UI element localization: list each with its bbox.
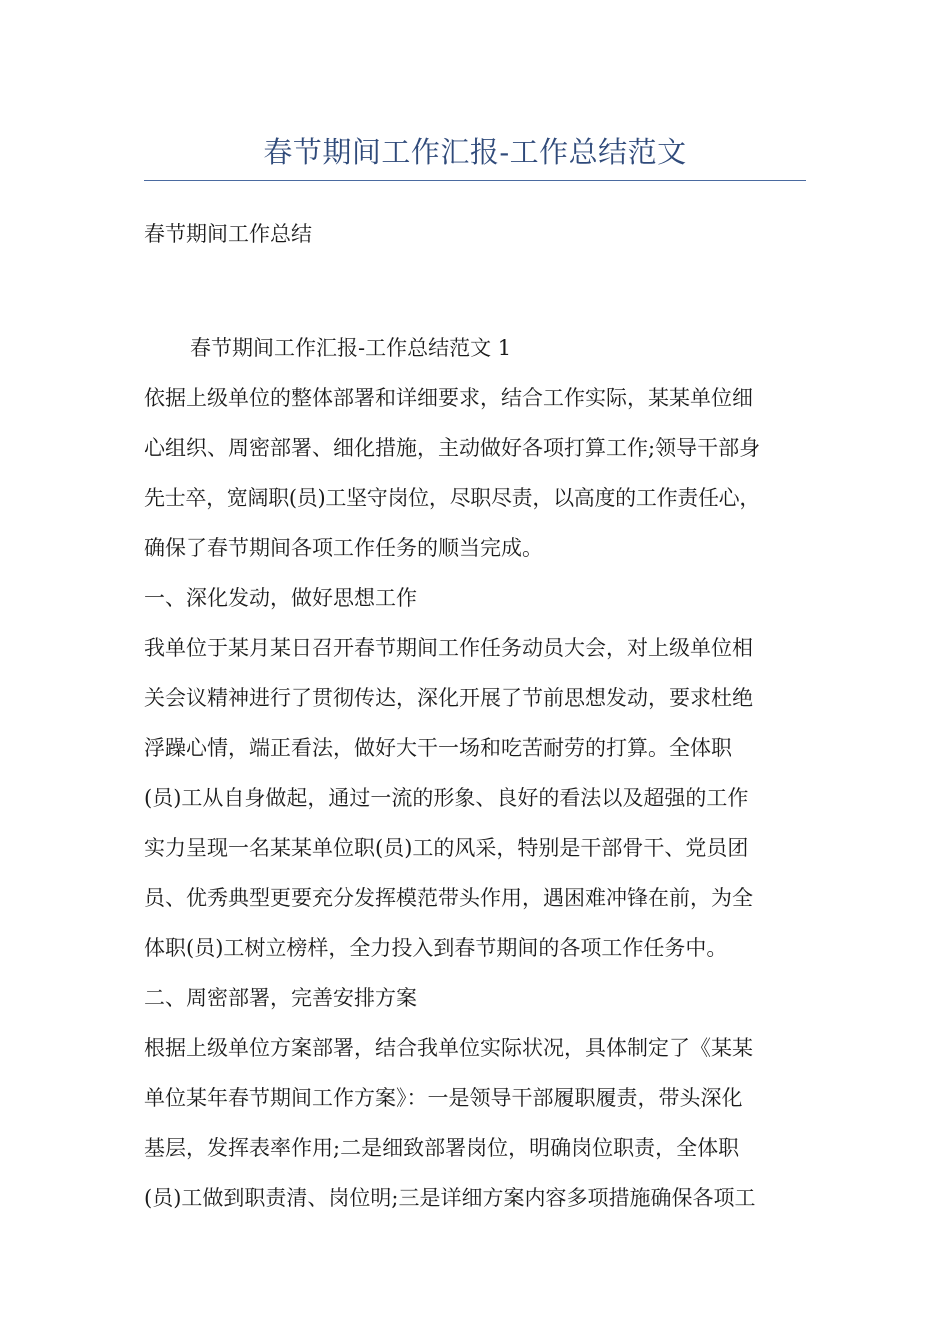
- text-line: 浮躁心情，端正看法，做好大干一场和吃苦耐劳的打算。全体职: [144, 736, 732, 760]
- text-line: 确保了春节期间各项工作任务的顺当完成。: [144, 536, 543, 560]
- title-underline: [144, 180, 806, 181]
- document-body: [144, 214, 818, 1228]
- text-line: 根据上级单位方案部署，结合我单位实际状况，具体制定了《某某: [144, 1036, 753, 1060]
- text-line: 员、优秀典型更要充分发挥模范带头作用，遇困难冲锋在前，为全: [144, 886, 753, 910]
- document-subtitle: 春节期间工作总结: [144, 222, 312, 246]
- text-line: (员)工做到职责清、岗位明;三是详细方案内容多项措施确保各项工: [144, 1186, 756, 1210]
- text-line: 先士卒，宽阔职(员)工坚守岗位，尽职尽责，以高度的工作责任心，: [144, 486, 761, 510]
- text-line: (员)工从自身做起，通过一流的形象、良好的看法以及超强的工作: [144, 786, 749, 810]
- text-line: 体职(员)工树立榜样，全力投入到春节期间的各项工作任务中。: [144, 936, 728, 960]
- text-line: 二、周密部署，完善安排方案: [144, 986, 417, 1010]
- document-title: 春节期间工作汇报-工作总结范文: [263, 135, 687, 169]
- text-line: 依据上级单位的整体部署和详细要求，结合工作实际，某某单位细: [144, 386, 753, 410]
- text-line: 实力呈现一名某某单位职(员)工的风采，特别是干部骨干、党员团: [144, 836, 749, 860]
- text-line: 关会议精神进行了贯彻传达，深化开展了节前思想发动，要求杜绝: [144, 686, 753, 710]
- text-line: 心组织、周密部署、细化措施，主动做好各项打算工作;领导干部身: [144, 436, 761, 460]
- text-line: 基层，发挥表率作用;二是细致部署岗位，明确岗位职责，全体职: [144, 1136, 740, 1160]
- text-line: 单位某年春节期间工作方案》：一是领导干部履职履责，带头深化: [144, 1086, 743, 1110]
- text-line: 一、深化发动，做好思想工作: [144, 586, 417, 610]
- paragraph-lines: [144, 328, 818, 1228]
- text-line: 我单位于某月某日召开春节期间工作任务动员大会，对上级单位相: [144, 636, 753, 660]
- section-heading-line: 春节期间工作汇报-工作总结范文 1: [190, 336, 512, 360]
